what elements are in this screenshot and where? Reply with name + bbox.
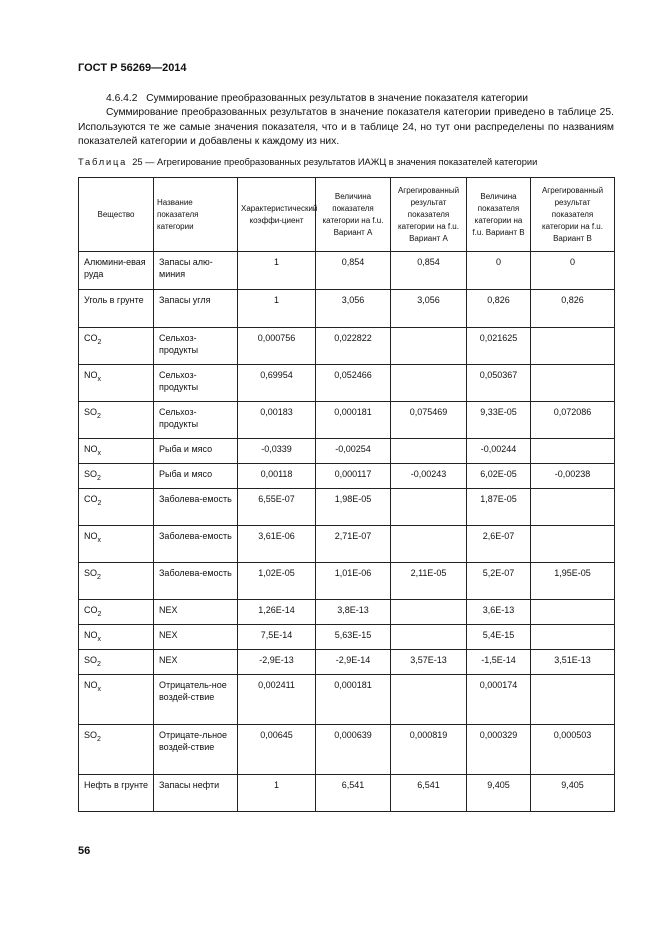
cell-substance: [79, 402, 154, 439]
cell-value-a: -2,9E-14: [316, 650, 391, 675]
cell-aggregate-b: [531, 328, 615, 365]
header-substance: Вещество: [79, 178, 154, 252]
cell-value-a: 0,000117: [316, 464, 391, 489]
cell-aggregate-a: [391, 489, 467, 526]
section-body: Суммирование преобразованных результатов в значение показателя категории приведено в таблице 25. Используются те же самые значения показателя, что и в таблице 24, но тут они распределены по названиям показателей категории и добавлены к каждому из них.: [78, 107, 614, 147]
cell-coefficient: 0,00183: [238, 402, 316, 439]
cell-substance: [79, 328, 154, 365]
substance-subscript: 2: [97, 573, 101, 581]
cell-value-b: 5,4E-15: [467, 625, 531, 650]
substance-name: SO: [84, 407, 98, 417]
table-row: [79, 290, 615, 328]
cell-substance: [79, 464, 154, 489]
cell-substance: [79, 563, 154, 600]
header-indicator-name: Название показателя категории: [154, 178, 238, 252]
table-row: [79, 775, 615, 812]
cell-substance: [79, 290, 154, 328]
cell-substance: [79, 675, 154, 725]
table-caption: [78, 157, 537, 167]
header-value-a: Величина показателя категории на f.u. Вариант А: [316, 178, 391, 252]
cell-indicator-name: Отрицате-льное воздей-ствие: [154, 725, 238, 775]
section-title: Суммирование преобразованных результатов в значение показателя категории: [146, 93, 528, 104]
cell-coefficient: -0,0339: [238, 439, 316, 464]
cell-aggregate-a: [391, 526, 467, 563]
table-row: [79, 600, 615, 625]
table-header-row: [79, 178, 615, 252]
cell-aggregate-b: [531, 365, 615, 402]
substance-subscript: x: [97, 375, 101, 383]
substance-name: Алюмини-евая руда: [84, 257, 146, 280]
substance-name: SO: [84, 469, 98, 479]
cell-substance: [79, 775, 154, 812]
cell-indicator-name: Заболева-емость: [154, 563, 238, 600]
cell-aggregate-a: [391, 328, 467, 365]
cell-indicator-name: NEX: [154, 625, 238, 650]
cell-value-b: 0,826: [467, 290, 531, 328]
table-row: [79, 675, 615, 725]
cell-value-b: 1,87E-05: [467, 489, 531, 526]
page-number: 56: [78, 845, 91, 857]
substance-name: SO: [84, 730, 98, 740]
substance-subscript: 2: [97, 610, 102, 618]
cell-value-a: 0,022822: [316, 328, 391, 365]
cell-indicator-name: Рыба и мясо: [154, 464, 238, 489]
substance-subscript: 2: [97, 338, 102, 346]
cell-indicator-name: NEX: [154, 600, 238, 625]
cell-aggregate-a: 6,541: [391, 775, 467, 812]
results-table: [78, 177, 615, 812]
header-value-b: Величина показателя категории на f.u. Вариант В: [467, 178, 531, 252]
cell-aggregate-a: 3,056: [391, 290, 467, 328]
cell-coefficient: 0,000756: [238, 328, 316, 365]
cell-substance: [79, 625, 154, 650]
substance-subscript: x: [97, 635, 101, 643]
table-row: [79, 489, 615, 526]
cell-value-b: 0,000174: [467, 675, 531, 725]
cell-indicator-name: Заболева-емость: [154, 526, 238, 563]
cell-indicator-name: Запасы нефти: [154, 775, 238, 812]
table-row: [79, 252, 615, 290]
cell-value-b: 0,021625: [467, 328, 531, 365]
cell-value-a: 1,98E-05: [316, 489, 391, 526]
cell-value-b: 9,33E-05: [467, 402, 531, 439]
substance-name: CO: [84, 605, 98, 615]
caption-prefix: Таблица: [78, 157, 128, 167]
substance-name: NO: [84, 531, 98, 541]
cell-aggregate-b: -0,00238: [531, 464, 615, 489]
cell-value-a: 0,000639: [316, 725, 391, 775]
cell-coefficient: 7,5E-14: [238, 625, 316, 650]
substance-name: NO: [84, 630, 98, 640]
substance-subscript: x: [97, 449, 101, 457]
cell-value-b: 5,2E-07: [467, 563, 531, 600]
table-row: [79, 650, 615, 675]
header-aggregate-b: Агрегированный результат показателя категории на f.u. Вариант В: [531, 178, 615, 252]
cell-coefficient: 6,55E-07: [238, 489, 316, 526]
cell-value-a: 2,71E-07: [316, 526, 391, 563]
cell-substance: [79, 489, 154, 526]
cell-coefficient: -2,9E-13: [238, 650, 316, 675]
caption-text: — Агрегирование преобразованных результатов ИАЖЦ в значения показателей категории: [145, 157, 538, 167]
cell-indicator-name: Запасы алю-миния: [154, 252, 238, 290]
cell-aggregate-a: 0,000819: [391, 725, 467, 775]
cell-indicator-name: Сельхоз-продукты: [154, 328, 238, 365]
substance-name: CO: [84, 333, 98, 343]
cell-value-b: 0,050367: [467, 365, 531, 402]
cell-value-a: 3,056: [316, 290, 391, 328]
cell-indicator-name: Заболева-емость: [154, 489, 238, 526]
substance-name: Нефть в грунте: [84, 780, 148, 790]
cell-aggregate-b: 0: [531, 252, 615, 290]
cell-aggregate-b: [531, 439, 615, 464]
cell-value-a: 0,000181: [316, 402, 391, 439]
cell-aggregate-a: [391, 439, 467, 464]
cell-value-a: -0,00254: [316, 439, 391, 464]
section-heading: [78, 92, 614, 107]
cell-aggregate-a: 3,57E-13: [391, 650, 467, 675]
cell-substance: [79, 600, 154, 625]
cell-substance: [79, 439, 154, 464]
substance-name: SO: [84, 568, 98, 578]
cell-aggregate-b: [531, 489, 615, 526]
table-row: [79, 365, 615, 402]
cell-aggregate-a: [391, 365, 467, 402]
cell-coefficient: 0,69954: [238, 365, 316, 402]
table-row: [79, 328, 615, 365]
substance-subscript: 2: [97, 735, 101, 743]
table-row: [79, 526, 615, 563]
substance-name: NO: [84, 680, 98, 690]
substance-name: NO: [84, 444, 98, 454]
cell-aggregate-b: [531, 526, 615, 563]
substance-subscript: x: [97, 536, 101, 544]
cell-aggregate-b: 3,51E-13: [531, 650, 615, 675]
table-row: [79, 725, 615, 775]
cell-coefficient: 1,26E-14: [238, 600, 316, 625]
cell-substance: [79, 526, 154, 563]
substance-name: CO: [84, 494, 98, 504]
header-coefficient: Характеристический коэффи-циент: [238, 178, 316, 252]
cell-value-b: -0,00244: [467, 439, 531, 464]
caption-number: 25: [132, 157, 143, 167]
cell-indicator-name: Отрицатель-ное воздей-ствие: [154, 675, 238, 725]
cell-substance: [79, 252, 154, 290]
substance-name: SO: [84, 655, 98, 665]
cell-substance: [79, 650, 154, 675]
table-row: [79, 464, 615, 489]
cell-indicator-name: Запасы угля: [154, 290, 238, 328]
substance-subscript: x: [97, 685, 101, 693]
cell-indicator-name: Сельхоз-продукты: [154, 365, 238, 402]
substance-name: NO: [84, 370, 98, 380]
cell-coefficient: 0,00118: [238, 464, 316, 489]
cell-coefficient: 0,00645: [238, 725, 316, 775]
cell-aggregate-a: [391, 600, 467, 625]
cell-coefficient: 1: [238, 290, 316, 328]
cell-aggregate-b: 1,95E-05: [531, 563, 615, 600]
cell-aggregate-a: [391, 625, 467, 650]
cell-aggregate-a: 2,11E-05: [391, 563, 467, 600]
cell-value-b: 9,405: [467, 775, 531, 812]
cell-aggregate-b: 0,826: [531, 290, 615, 328]
cell-aggregate-b: 9,405: [531, 775, 615, 812]
cell-value-b: 2,6E-07: [467, 526, 531, 563]
cell-value-a: 3,8E-13: [316, 600, 391, 625]
substance-subscript: 2: [97, 660, 101, 668]
cell-aggregate-b: [531, 600, 615, 625]
cell-value-a: 0,854: [316, 252, 391, 290]
cell-coefficient: 1,02E-05: [238, 563, 316, 600]
cell-value-b: -1,5E-14: [467, 650, 531, 675]
cell-indicator-name: Сельхоз-продукты: [154, 402, 238, 439]
cell-aggregate-a: 0,075469: [391, 402, 467, 439]
cell-aggregate-b: [531, 625, 615, 650]
table-row: [79, 563, 615, 600]
cell-aggregate-a: -0,00243: [391, 464, 467, 489]
cell-aggregate-a: 0,854: [391, 252, 467, 290]
cell-value-a: 0,000181: [316, 675, 391, 725]
substance-subscript: 2: [97, 474, 101, 482]
header-aggregate-a: Агрегированный результат показателя категории на f.u. Вариант А: [391, 178, 467, 252]
cell-value-b: 6,02E-05: [467, 464, 531, 489]
section-number: 4.6.4.2: [106, 93, 138, 104]
cell-aggregate-b: 0,000503: [531, 725, 615, 775]
document-code: ГОСТ Р 56269—2014: [78, 62, 187, 74]
substance-subscript: 2: [97, 499, 102, 507]
cell-coefficient: 1: [238, 775, 316, 812]
cell-value-b: 0: [467, 252, 531, 290]
table-row: [79, 625, 615, 650]
substance-name: Уголь в грунте: [84, 295, 144, 305]
cell-substance: [79, 365, 154, 402]
cell-indicator-name: NEX: [154, 650, 238, 675]
cell-coefficient: 3,61E-06: [238, 526, 316, 563]
cell-value-a: 0,052466: [316, 365, 391, 402]
cell-value-b: 3,6E-13: [467, 600, 531, 625]
cell-aggregate-a: [391, 675, 467, 725]
table-row: [79, 439, 615, 464]
cell-value-a: 1,01E-06: [316, 563, 391, 600]
cell-value-b: 0,000329: [467, 725, 531, 775]
cell-aggregate-b: 0,072086: [531, 402, 615, 439]
cell-coefficient: 1: [238, 252, 316, 290]
cell-indicator-name: Рыба и мясо: [154, 439, 238, 464]
cell-value-a: 5,63E-15: [316, 625, 391, 650]
cell-substance: [79, 725, 154, 775]
cell-coefficient: 0,002411: [238, 675, 316, 725]
cell-aggregate-b: [531, 675, 615, 725]
table-row: [79, 402, 615, 439]
cell-value-a: 6,541: [316, 775, 391, 812]
substance-subscript: 2: [97, 412, 101, 420]
